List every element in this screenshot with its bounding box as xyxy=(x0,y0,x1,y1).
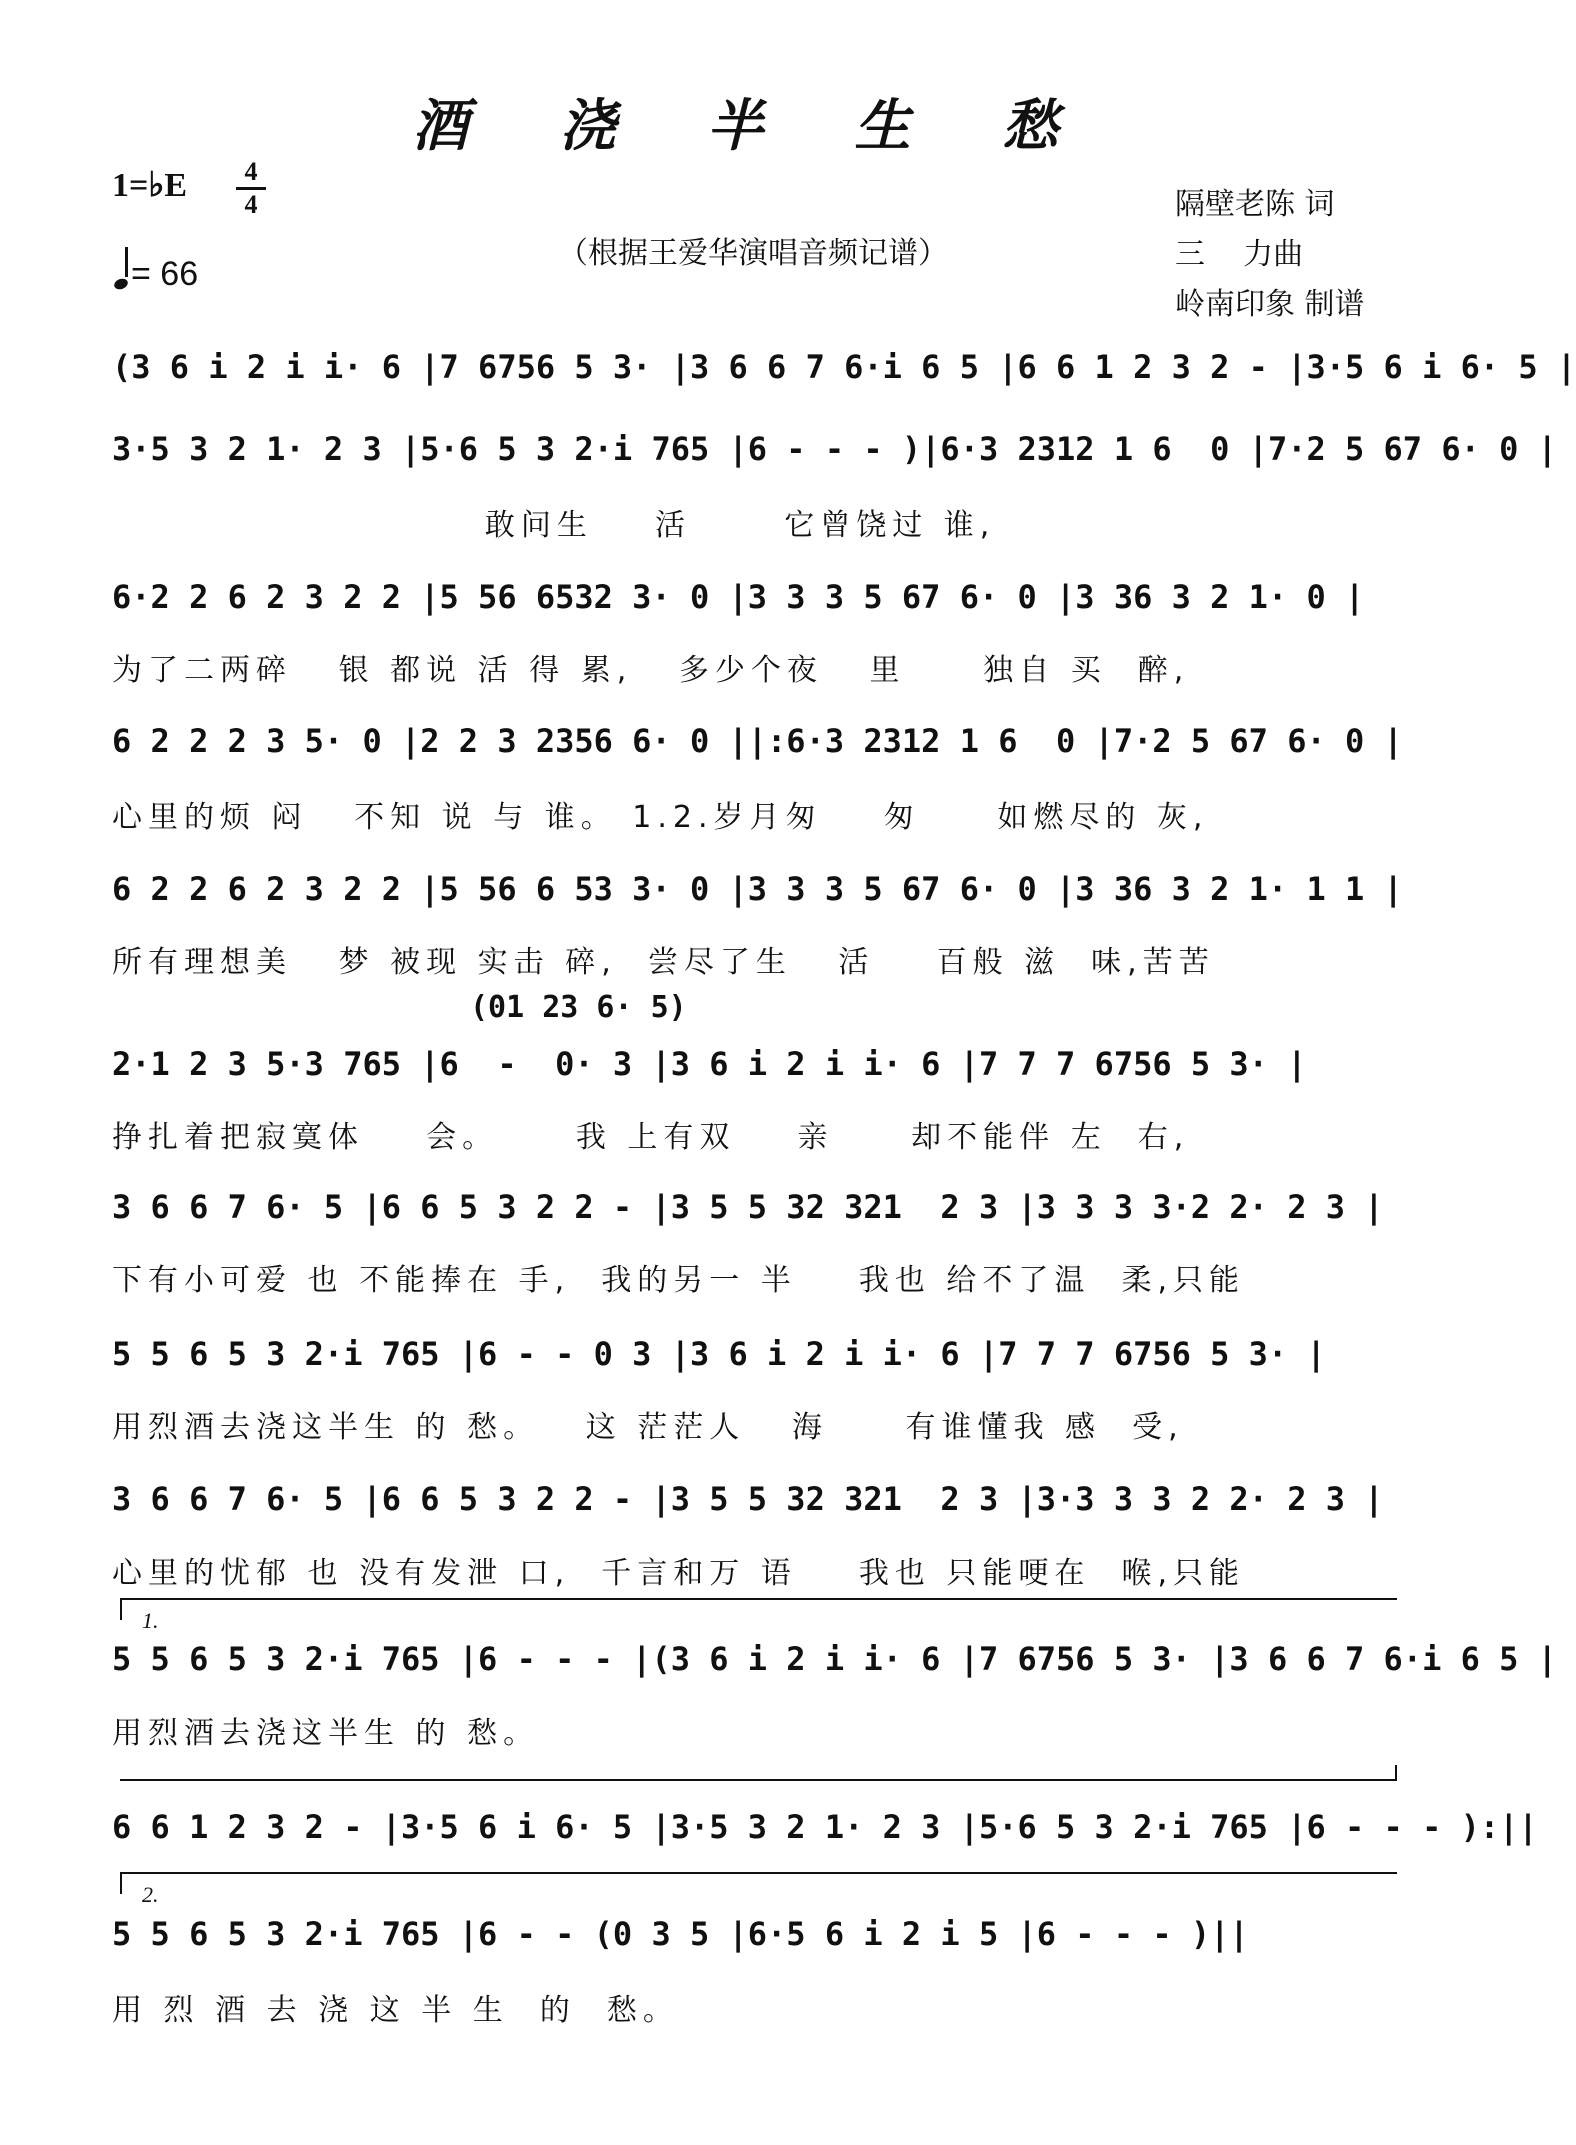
instrumental-line: (01 23 6· 5) xyxy=(470,990,687,1025)
lyric-row: 用烈酒去浇这半生 的 愁。 xyxy=(112,1716,540,1751)
composer: 三 力曲 xyxy=(1175,237,1304,272)
volta-bracket-1 xyxy=(120,1598,1397,1633)
lyric-row: 用 烈 酒 去 浇 这 半 生 的 愁。 xyxy=(112,1993,679,2028)
tempo-value: = 66 xyxy=(131,255,199,293)
notation-row: 5 5 6 5 3 2·i 765 |6 - - - |(3 6 i 2 i i· 6 |7 6756 5 3· |3 6 6 7 6·i 6 5 | xyxy=(112,1640,1557,1678)
notation-row: 3·5 3 2 1· 2 3 |5·6 5 3 2·i 765 |6 - - - )|6·3 2312 1 6 0 |7·2 5 67 6· 0 | xyxy=(112,430,1557,468)
volta-end xyxy=(120,1765,1397,1781)
notation-row: (3 6 i 2 i i· 6 |7 6756 5 3· |3 6 6 7 6·i 6 5 |6 6 1 2 3 2 - |3·5 6 i 6· 5 | xyxy=(112,348,1576,386)
lyric-row: 为了二两碎 银 都说 活 得 累, 多少个夜 里 独自 买 醉, xyxy=(112,653,1190,688)
lyric-row: 心里的烦 闷 不知 说 与 谁。 1.2.岁月匆 匆 如燃尽的 灰, xyxy=(112,800,1209,835)
notation-row: 6 2 2 2 3 5· 0 |2 2 3 2356 6· 0 ||:6·3 2312 1 6 0 |7·2 5 67 6· 0 | xyxy=(112,722,1403,760)
notation-row: 6·2 2 6 2 3 2 2 |5 56 6532 3· 0 |3 3 3 5 67 6· 0 |3 36 3 2 1· 0 | xyxy=(112,578,1365,616)
lyric-row: 敢问生 活 它曾饶过 谁, xyxy=(112,508,996,543)
notation-row: 3 6 6 7 6· 5 |6 6 5 3 2 2 - |3 5 5 32 321 2 3 |3 3 3 3·2 2· 2 3 | xyxy=(112,1188,1384,1226)
volta-label: 1. xyxy=(142,1608,159,1633)
lyric-row: 所有理想美 梦 被现 实击 碎, 尝尽了生 活 百般 滋 味,苦苦 xyxy=(112,945,1215,980)
time-signature xyxy=(236,158,266,219)
lyric-row: 用烈酒去浇这半生 的 愁。 这 茫茫人 海 有谁懂我 感 受, xyxy=(112,1410,1184,1445)
notation-row: 5 5 6 5 3 2·i 765 |6 - - (0 3 5 |6·5 6 i 2 i 5 |6 - - - )|| xyxy=(112,1915,1249,1953)
quarter-note-icon xyxy=(113,277,130,291)
notation-row: 6 2 2 6 2 3 2 2 |5 56 6 53 3· 0 |3 3 3 5 67 6· 0 |3 36 3 2 1· 1 1 | xyxy=(112,870,1403,908)
notation-row: 5 5 6 5 3 2·i 765 |6 - - 0 3 |3 6 i 2 i i· 6 |7 7 7 6756 5 3· | xyxy=(112,1335,1326,1373)
lyric-row: 下有小可爱 也 不能捧在 手, 我的另一 半 我也 给不了温 柔,只能 xyxy=(112,1263,1246,1298)
volta-label: 2. xyxy=(142,1882,159,1907)
notation-row: 2·1 2 3 5·3 765 |6 - 0· 3 |3 6 i 2 i i· 6 |7 7 7 6756 5 3· | xyxy=(112,1045,1307,1083)
credits xyxy=(1175,180,1365,330)
lyric-row: 心里的忧郁 也 没有发泄 口, 千言和万 语 我也 只能哽在 喉,只能 xyxy=(112,1556,1246,1591)
notation-row: 6 6 1 2 3 2 - |3·5 6 i 6· 5 |3·5 3 2 1· 2 3 |5·6 5 3 2·i 765 |6 - - - ):|| xyxy=(112,1808,1538,1846)
lyric-row: 挣扎着把寂寞体 会。 我 上有双 亲 却不能伴 左 右, xyxy=(112,1120,1190,1155)
meter-bottom: 4 xyxy=(244,190,258,219)
page-title: 酒 浇 半 生 愁 xyxy=(412,93,1094,159)
subtitle: （根据王爱华演唱音频记谱） xyxy=(558,236,948,271)
meter-top: 4 xyxy=(244,157,258,186)
lyricist: 隔壁老陈 词 xyxy=(1175,187,1335,222)
notation-row: 3 6 6 7 6· 5 |6 6 5 3 2 2 - |3 5 5 32 321 2 3 |3·3 3 3 2 2· 2 3 | xyxy=(112,1480,1384,1518)
volta-bracket-2 xyxy=(120,1872,1397,1907)
arranger: 岭南印象 制谱 xyxy=(1175,287,1365,322)
key-signature: 1=♭E xyxy=(112,167,188,204)
